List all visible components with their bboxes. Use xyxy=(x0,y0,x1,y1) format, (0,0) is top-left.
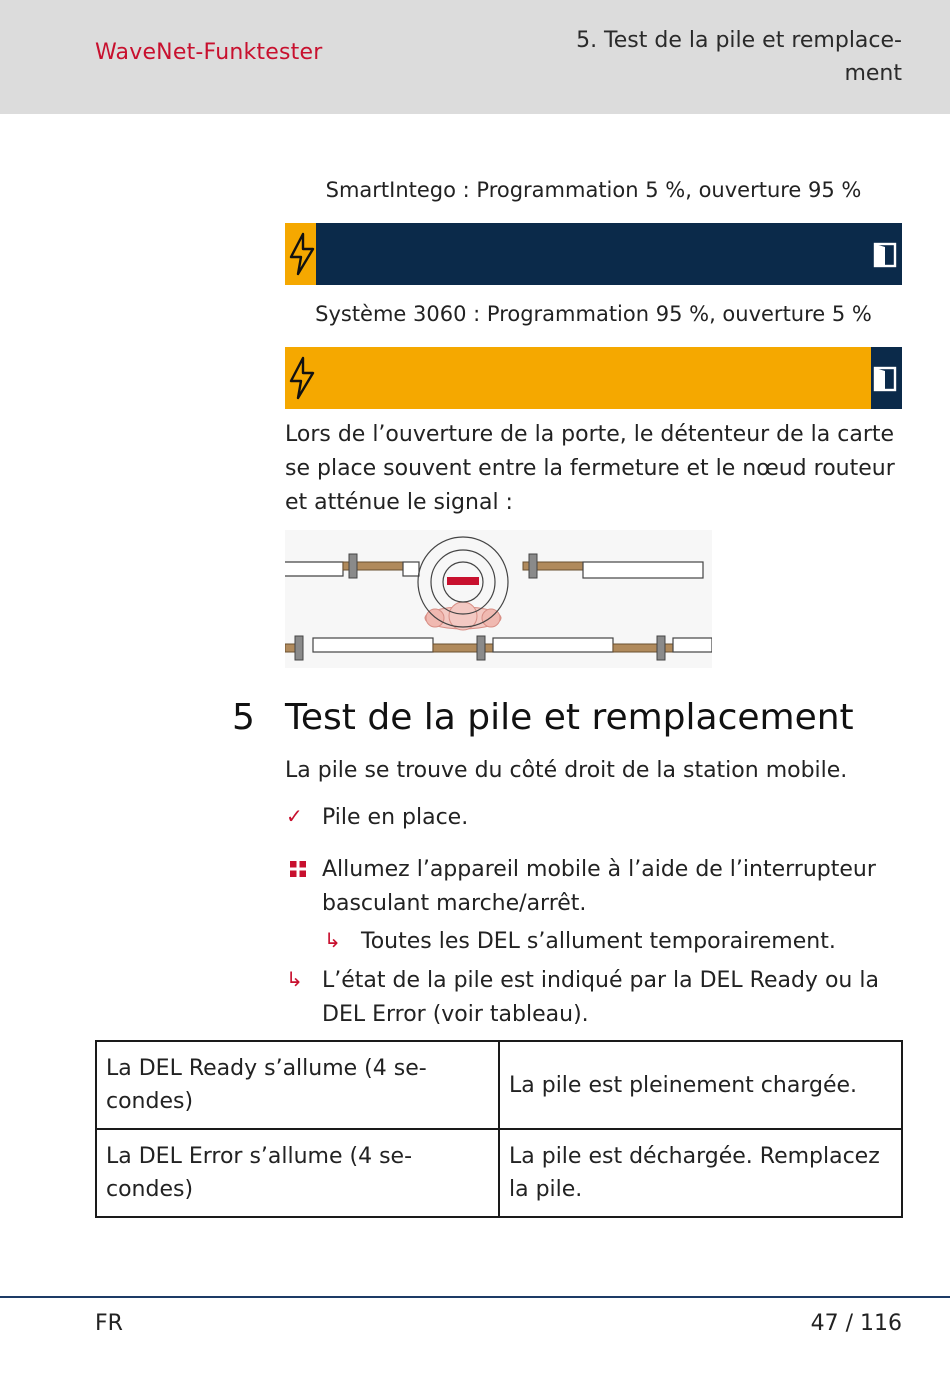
led-cell: La DEL Error s’allume (4 se-condes) xyxy=(96,1129,499,1217)
brand-title: WaveNet-Funktester xyxy=(95,40,323,65)
door-icon xyxy=(872,242,900,268)
language-code: FR xyxy=(95,1311,123,1336)
lightning-icon xyxy=(287,356,317,400)
meaning-cell: La pile est déchargée. Remplacez la pile. xyxy=(499,1129,902,1217)
ouverture-segment xyxy=(316,223,902,285)
result-text: L’état de la pile est indiqué par la DEL Ready ou la DEL Error (voir tableau). xyxy=(322,968,879,1027)
check-icon: ✓ xyxy=(286,804,303,828)
page-number: 47 / 116 xyxy=(810,1311,902,1336)
chapter-title-line-1: 5. Test de la pile et remplace- xyxy=(576,28,902,53)
door-icon xyxy=(872,366,900,392)
step-grid-icon xyxy=(290,861,306,877)
intro-paragraph: Lors de l’ouverture de la porte, le détenteur de la carte se place souvent entre la fermeture et le nœud routeur et atténue le signal : xyxy=(285,422,895,515)
table-row xyxy=(96,1129,902,1217)
lightning-icon xyxy=(287,232,317,276)
chapter-title-line-2: ment xyxy=(844,61,902,86)
programmation-segment xyxy=(285,347,871,409)
signal-attenuation-illustration xyxy=(285,530,712,668)
step-result-text: Toutes les DEL s’allument temporairement. xyxy=(361,929,836,954)
result-arrow-icon: ↳ xyxy=(324,928,341,952)
section-lead: La pile se trouve du côté droit de la station mobile. xyxy=(285,758,848,783)
bar-caption-systeme-3060: Système 3060 : Programmation 95 %, ouverture 5 % xyxy=(315,302,872,326)
table-row xyxy=(96,1041,902,1129)
led-cell: La DEL Ready s’allume (4 se-condes) xyxy=(96,1041,499,1129)
chapter-title xyxy=(522,24,902,90)
footer-rule xyxy=(0,1296,950,1298)
result-arrow-icon: ↳ xyxy=(286,967,303,991)
led-status-table xyxy=(95,1040,903,1218)
step-text: Allumez l’appareil mobile à l’aide de l’interrupteur basculant marche/arrêt. xyxy=(322,857,876,916)
page-header xyxy=(0,0,950,114)
section-title: Test de la pile et remplacement xyxy=(285,697,854,738)
bar-caption-smartintego: SmartIntego : Programmation 5 %, ouverture 95 % xyxy=(325,178,862,202)
meaning-cell: La pile est pleinement chargée. xyxy=(499,1041,902,1129)
precondition-text: Pile en place. xyxy=(322,805,469,830)
ratio-bar-systeme-3060 xyxy=(285,347,902,409)
section-number: 5 xyxy=(232,697,255,738)
ratio-bar-smartintego xyxy=(285,223,902,285)
